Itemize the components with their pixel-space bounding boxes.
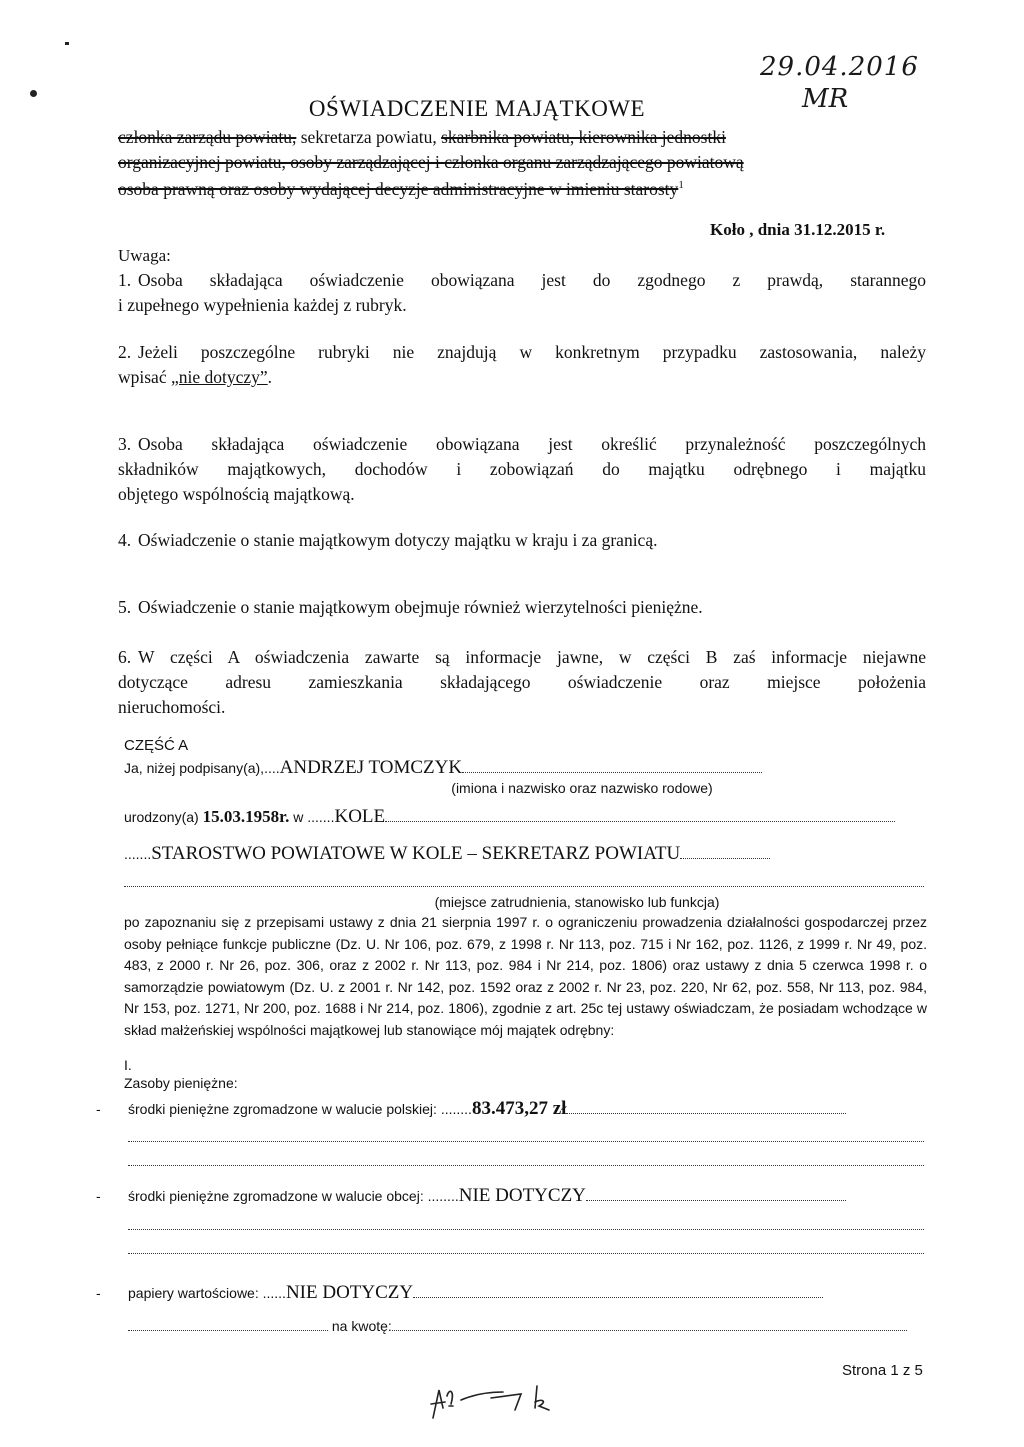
workplace: STAROSTWO POWIATOWE W KOLE – SEKRETARZ POWIATU (151, 843, 681, 864)
blank-line (128, 1164, 924, 1166)
remarks-heading: Uwaga: (118, 246, 171, 265)
handwritten-initials: MR (802, 84, 849, 114)
birth-date: 15.03.1958r. (202, 807, 290, 826)
remark-2: 2. Jeżeli poszczególne rubryki nie znajdują w konkretnym przypadku zastosowania, należy wpisać „nie dotyczy”. (118, 342, 926, 387)
role-line-3: osoba prawną oraz osoby wydającej decyzje administracyjne w imieniu starosty$^1$ (118, 178, 684, 199)
name-caption: (imiona i nazwisko oraz nazwisko rodowe) (451, 780, 713, 796)
blank-line (128, 1228, 924, 1230)
foreign-funds-value: NIE DOTYCZY (458, 1185, 586, 1206)
role-line-1 (118, 127, 926, 148)
role-line-2: organizacyjnej powiatu, osoby zarządzającej i członka organu zarządzającego powiatową (118, 152, 744, 172)
part-a-heading: CZĘŚĆ A (124, 737, 189, 754)
remark-6: 6. W części A oświadczenia zawarte są informacje jawne, w części B zaś informacje niejawne dotyczące adresu zamieszkania składającego oświadczenie oraz miejsce położenia nieruchomości. (118, 647, 926, 717)
scan-speck (65, 42, 69, 45)
amount-row: na kwotę: (128, 1318, 907, 1334)
selected-role: sekretarza powiatu, (296, 127, 442, 147)
footnote-mark: 1 (678, 179, 684, 191)
section-title: Zasoby pieniężne: (124, 1075, 238, 1091)
struck-role: skarbnika powiatu, kierownika jednostki (441, 127, 726, 147)
remark-3: 3. Osoba składająca oświadczenie obowiązana jest określić przynależność poszczególnych składników majątkowych, dochodów i zobowiązań do majątku odrębnego i majątku objętego wspólnością majątkową. (118, 434, 926, 504)
remark-1: 1. Osoba składająca oświadczenie obowiązana jest do zgodnego z prawdą, starannego i zupełnego wypełnienia każdej z rubryk. (118, 270, 926, 315)
blank-line (124, 878, 924, 887)
remark-5: 5. Oświadczenie o stanie majątkowym obejmuje również wierzytelności pieniężne. (118, 597, 703, 617)
pln-funds-row: - środki pieniężne zgromadzone w walucie polskiej: ........83.473,27 zł (96, 1098, 926, 1120)
birth-place: KOLE (334, 806, 386, 827)
place-and-date: Koło , dnia 31.12.2015 r. (710, 220, 886, 239)
declarant-name: ANDRZEJ TOMCZYK (279, 757, 463, 778)
workplace-line: .......STAROSTWO POWIATOWE W KOLE – SEKRETARZ POWIATU (124, 843, 924, 865)
foreign-funds-row: - środki pieniężne zgromadzone w walucie obcej: ........NIE DOTYCZY (96, 1185, 926, 1207)
legal-basis-text: po zapoznaniu się z przepisami ustawy z dnia 21 sierpnia 1997 r. o ograniczeniu prowadzenia działalności gospodarczej przez osoby pełniące funkcje publiczne (Dz. U. Nr 106, poz. 679, z 1998 r. Nr 113, poz. 715 i Nr 162, poz. 1126, z 1999 r. Nr 49, poz. 483, z 2000 r. Nr 26, poz. 306, oraz z 2002 r. Nr 113, poz. 984 i Nr 214, poz. 1806) oraz ustawy z dnia 5 czerwca 1998 r. o samorządzie powiatowym (Dz. U. z 2001 r. Nr 142, poz. 1592 oraz z 2002 r. Nr 23, poz. 220, Nr 62, poz. 558, Nr 113, poz. 984, Nr 153, poz. 1271, Nr 200, poz. 1688 i Nr 214, poz. 1806), zgodnie z art. 25c tej ustawy oświadczam, że posiadam wchodzące w skład małżeńskiej wspólności majątkowej lub stanowiące mój majątek odrębny: (124, 914, 927, 1038)
handwritten-signature (425, 1378, 575, 1433)
section-number: I. (124, 1057, 132, 1073)
birth-line: urodzony(a) 15.03.1958r. w .......KOLE (124, 806, 924, 828)
struck-role: członka zarządu powiatu, (118, 127, 297, 147)
blank-line (128, 1140, 924, 1142)
workplace-caption: (miejsce zatrudnienia, stanowisko lub funkcja) (434, 894, 720, 910)
securities-row: - papiery wartościowe: ......NIE DOTYCZY (96, 1282, 926, 1304)
securities-value: NIE DOTYCZY (285, 1282, 414, 1303)
document-title: OŚWIADCZENIE MAJĄTKOWE (308, 96, 646, 121)
declarant-name-line: Ja, niżej podpisany(a),....ANDRZEJ TOMCZYK (124, 757, 924, 779)
page-number: Strona 1 z 5 (842, 1362, 923, 1379)
pln-funds-value: 83.473,27 zł (471, 1098, 567, 1119)
remark-4: 4. Oświadczenie o stanie majątkowym dotyczy majątku w kraju i za granicą. (118, 530, 658, 550)
handwritten-date: 29.04.2016 (760, 52, 919, 82)
blank-line (128, 1252, 924, 1254)
